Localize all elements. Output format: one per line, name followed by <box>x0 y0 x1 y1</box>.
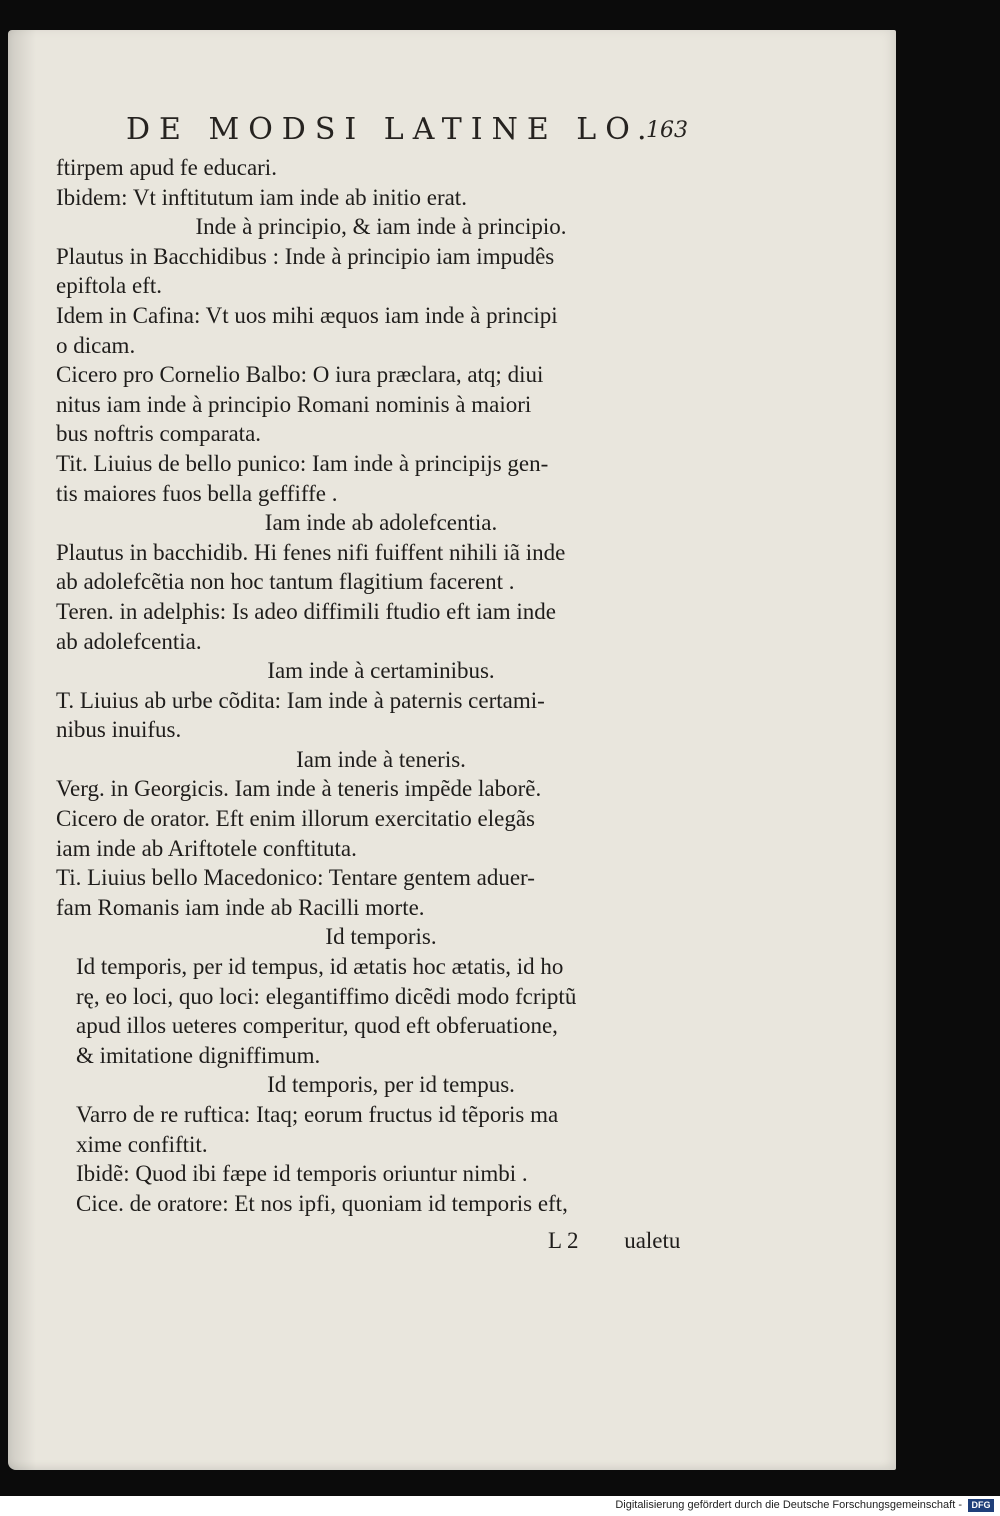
signature-mark: L 2 <box>548 1228 579 1253</box>
text-line: Ibidem: Vt inftitutum iam inde ab initio erat. <box>56 184 467 210</box>
text-line: xime confiftit. <box>76 1131 208 1157</box>
text-line: ab adolefcẽtia non hoc tantum flagitium facerent . <box>56 569 515 595</box>
text-line: Idem in Cafina: Vt uos mihi æquos iam inde à principi <box>56 302 558 328</box>
text-line: Cicero de orator. Eft enim illorum exercitatio elegãs <box>56 806 535 832</box>
section-heading: Id temporis. <box>325 924 437 950</box>
text-line: epiftola eft. <box>56 273 163 299</box>
page-number: 163 <box>646 118 688 143</box>
footer-bar <box>0 1496 1000 1516</box>
text-line: o dicam. <box>56 332 136 358</box>
text-line: Teren. in adelphis: Is adeo diffimili ftudio eft iam inde <box>56 598 557 624</box>
text-line: Verg. in Georgicis. Iam inde à teneris impẽde laborẽ. <box>56 776 542 802</box>
text-line: nibus inuifus. <box>56 717 182 743</box>
text-line: tis maiores fuos bella geffiffe . <box>56 480 338 506</box>
catchword-line <box>548 1228 708 1254</box>
text-line: Cice. de oratore: Et nos ipfi, quoniam id temporis eft, <box>76 1190 568 1216</box>
section-heading: Inde à principio, & iam inde à principio. <box>195 214 567 240</box>
text-line: Id temporis, per id tempus, id ætatis hoc ætatis, id ho <box>76 954 564 980</box>
catchword: ualetu <box>624 1228 681 1253</box>
section-heading: Iam inde à certaminibus. <box>267 658 495 684</box>
book-page <box>8 30 896 1470</box>
text-line: apud illos ueteres comperitur, quod eft obferuatione, <box>76 1013 558 1039</box>
text-line: rę, eo loci, quo loci: elegantiffimo dicẽdi modo fcriptũ <box>76 983 577 1009</box>
text-line: Ibidẽ: Quod ibi fæpe id temporis oriuntur nimbi . <box>76 1161 528 1187</box>
funding-credit: Digitalisierung gefördert durch die Deutsche Forschungsgemeinschaft - <box>615 1499 962 1511</box>
section-heading: Iam inde à teneris. <box>296 746 466 772</box>
dfg-logo: DFG <box>968 1499 994 1512</box>
text-line: fam Romanis iam inde ab Racilli morte. <box>56 894 425 920</box>
text-line: Cicero pro Cornelio Balbo: O iura præclara, atq; diui <box>56 362 544 388</box>
text-line: Plautus in Bacchidibus : Inde à principio iam impudês <box>56 243 555 269</box>
section-heading: Id temporis, per id tempus. <box>267 1072 515 1098</box>
text-line: Tit. Liuius de bello punico: Iam inde à principijs gen- <box>56 450 549 476</box>
text-line: T. Liuius ab urbe cõdita: Iam inde à paternis certami- <box>56 687 545 713</box>
text-line: ftirpem apud fe educari. <box>56 155 277 180</box>
text-line: ab adolefcentia. <box>56 628 202 654</box>
text-line: Ti. Liuius bello Macedonico: Tentare gentem aduer- <box>56 865 535 891</box>
section-heading: Iam inde ab adolefcentia. <box>264 510 498 536</box>
text-line: Varro de re ruftica: Itaq; eorum fructus id tẽporis ma <box>76 1102 559 1127</box>
text-line: Plautus in bacchidib. Hi fenes nifi fuiffent nihili iã inde <box>56 539 566 565</box>
text-line: & imitatione digniffimum. <box>76 1042 321 1068</box>
text-block <box>56 153 706 1218</box>
text-line: iam inde ab Ariftotele conftituta. <box>56 835 357 861</box>
running-head: DE MODSI LATINE LO. <box>126 112 656 147</box>
text-line: bus noftris comparata. <box>56 421 262 447</box>
text-line: nitus iam inde à principio Romani nominis à maiori <box>56 391 532 417</box>
